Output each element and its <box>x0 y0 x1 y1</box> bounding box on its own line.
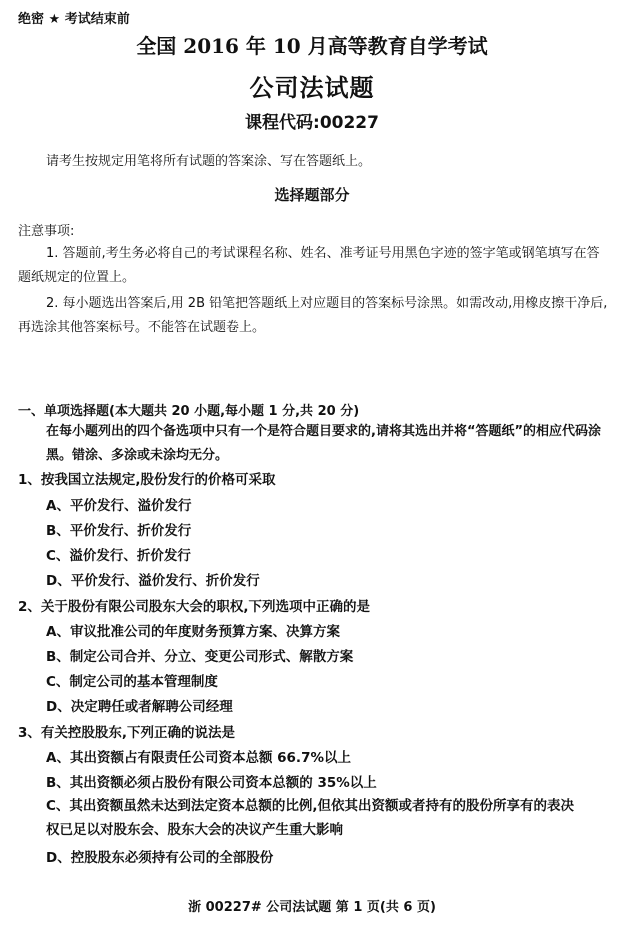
part-description: 在每小题列出的四个备选项中只有一个是符合题目要求的,请将其选出并将“答题纸”的相应代码涂黑。错涂、多涂或未涂均无分。 <box>46 424 602 463</box>
question-option: B、平价发行、折价发行 <box>46 523 192 539</box>
question-stem: 3、有关控股股东,下列正确的说法是 <box>18 725 236 741</box>
question-option: D、决定聘任或者解聘公司经理 <box>46 699 233 715</box>
page-footer: 浙 00227# 公司法试题 第 1 页(共 6 页) <box>188 900 436 915</box>
question-option: D、平价发行、溢价发行、折价发行 <box>46 573 260 589</box>
question-option: A、其出资额占有限责任公司资本总额 66.7%以上 <box>46 750 351 766</box>
question-option-text: C、其出资额虽然未达到法定资本总额的比例,但依其出资额或者持有的股份所享有的表决权已足以对股东会、股东大会的决议产生重大影响 <box>46 798 575 838</box>
exam-title: 全国 2016 年 10 月高等教育自学考试 <box>136 34 488 58</box>
answer-instruction: 请考生按规定用笔将所有试题的答案涂、写在答题纸上。 <box>46 154 372 169</box>
question-option <box>46 794 576 842</box>
notice-heading: 注意事项: <box>18 224 75 239</box>
question-option: D、控股股东必须持有公司的全部股份 <box>46 850 274 866</box>
question-option: B、其出资额必须占股份有限公司资本总额的 35%以上 <box>46 775 377 791</box>
notice-item: 1. 答题前,考生务必将自己的考试课程名称、姓名、准考证号用黑色字迹的签字笔或钢笔填写在答题纸规定的位置上。 <box>18 246 600 285</box>
subject-title: 公司法试题 <box>249 74 375 102</box>
confidential-label: 绝密 ★ 考试结束前 <box>18 12 130 27</box>
question-option: C、制定公司的基本管理制度 <box>46 674 218 690</box>
question-option: B、制定公司合并、分立、变更公司形式、解散方案 <box>46 649 354 665</box>
question-option: C、溢价发行、折价发行 <box>46 548 191 564</box>
part-heading: 一、单项选择题(本大题共 20 小题,每小题 1 分,共 20 分) <box>18 404 360 419</box>
question-stem: 2、关于股份有限公司股东大会的职权,下列选项中正确的是 <box>18 599 371 615</box>
section-title: 选择题部分 <box>274 186 350 204</box>
course-code: 课程代码:00227 <box>245 113 379 133</box>
question-option: A、审议批准公司的年度财务预算方案、决算方案 <box>46 624 340 640</box>
question-stem: 1、按我国立法规定,股份发行的价格可采取 <box>18 472 276 488</box>
notice-item: 2. 每小题选出答案后,用 2B 铅笔把答题纸上对应题目的答案标号涂黑。如需改动,用橡皮擦干净后,再选涂其他答案标号。不能答在试题卷上。 <box>18 296 608 335</box>
question-option: A、平价发行、溢价发行 <box>46 498 192 514</box>
